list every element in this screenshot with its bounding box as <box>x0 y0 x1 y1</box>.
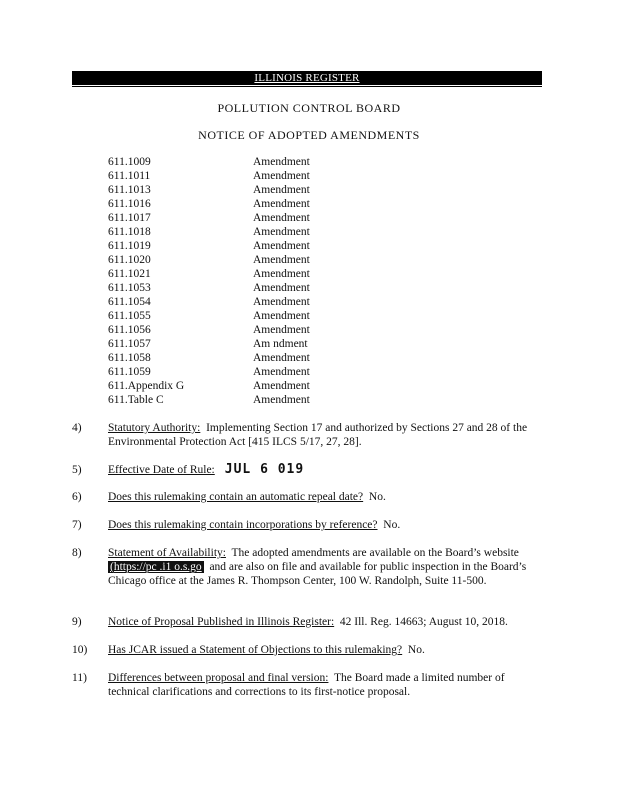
item-label: Notice of Proposal Published in Illinois Register: <box>108 616 335 628</box>
section-action: Amendment <box>253 352 310 364</box>
item-notice-of-proposal: 9) Notice of Proposal Published in Illinois Register: 42 Ill. Reg. 14663; August 10, 2018. <box>72 616 508 628</box>
item-label: Differences between proposal and final version: <box>108 672 329 684</box>
section-action: Amendment <box>253 310 310 322</box>
item-incorporations: 7) Does this rulemaking contain incorporations by reference? No. <box>72 519 401 531</box>
section-action: Amendment <box>253 282 310 294</box>
section-action: Amendment <box>253 394 310 406</box>
section-number: 611.1057 <box>108 338 151 350</box>
section-number: 611.1011 <box>108 170 151 182</box>
section-action: Amendment <box>253 198 310 210</box>
item-label: Statutory Authority: <box>108 422 201 434</box>
section-action: Amendment <box>253 226 310 238</box>
item-label: Does this rulemaking contain an automatic repeal date? <box>108 491 364 503</box>
section-action: Am ndment <box>253 338 308 350</box>
section-action: Amendment <box>253 324 310 336</box>
notice-title: NOTICE OF ADOPTED AMENDMENTS <box>198 128 420 142</box>
section-number: 611.1019 <box>108 240 151 252</box>
section-action: Amendment <box>253 212 310 224</box>
item-statutory-authority: 4) Statutory Authority: Implementing Section 17 and authorized by Sections 27 and 28 of the Environmental Protection Act [415 ILCS 5/17, 27, 28]. <box>72 422 528 448</box>
section-number: 611.1056 <box>108 324 151 336</box>
section-action: Amendment <box>253 380 310 392</box>
item-availability: 8) Statement of Availability: The adopted amendments are available on the Board’s website (https://pc .i1 o.s.go and are also on file and available for public inspection in the Board’s Chicago office at the James R. Thompson Center, 100 W. Randolph, Suite 11-500. <box>72 547 527 587</box>
item-label: Does this rulemaking contain incorporations by reference? <box>108 519 378 531</box>
date-stamp: JUL 6 019 <box>224 462 305 477</box>
section-number: 611.1053 <box>108 282 151 294</box>
website-link[interactable]: (https://pc .i1 o.s.go <box>110 561 202 573</box>
item-differences: 11) Differences between proposal and final version: The Board made a limited number of technical clarifications and corrections to its first-notice proposal. <box>72 672 505 698</box>
section-number: 611.1016 <box>108 198 151 210</box>
section-number: 611.1021 <box>108 268 151 280</box>
section-number: 611.1009 <box>108 156 151 168</box>
item-repeal-date: 6) Does this rulemaking contain an automatic repeal date? No. <box>72 491 386 503</box>
section-number: 611.Appendix G <box>108 380 185 392</box>
item-label: Statement of Availability: <box>108 547 226 559</box>
section-number: 611.1058 <box>108 352 151 364</box>
section-number: 611.Table C <box>108 394 164 406</box>
item-label: Has JCAR issued a Statement of Objections to this rulemaking? <box>108 644 403 656</box>
section-number: 611.1017 <box>108 212 151 224</box>
section-action: Amendment <box>253 268 310 280</box>
item-jcar-objections: 10) Has JCAR issued a Statement of Objections to this rulemaking? No. <box>72 644 425 656</box>
header-rule <box>72 86 542 87</box>
section-number: 611.1020 <box>108 254 151 266</box>
agency-title: POLLUTION CONTROL BOARD <box>217 101 401 115</box>
item-effective-date: 5) Effective Date of Rule: JUL 6 019 <box>72 462 305 477</box>
section-action: Amendment <box>253 254 310 266</box>
section-number: 611.1055 <box>108 310 151 322</box>
section-action: Amendment <box>253 296 310 308</box>
section-action: Amendment <box>253 366 310 378</box>
section-action: Amendment <box>253 184 310 196</box>
section-number: 611.1054 <box>108 296 151 308</box>
register-header-title: ILLINOIS REGISTER <box>254 72 360 84</box>
section-number: 611.1013 <box>108 184 151 196</box>
section-action: Amendment <box>253 240 310 252</box>
section-action: Amendment <box>253 156 310 168</box>
section-number: 611.1059 <box>108 366 151 378</box>
section-action: Amendment <box>253 170 310 182</box>
item-label: Effective Date of Rule: <box>108 464 215 476</box>
section-number: 611.1018 <box>108 226 151 238</box>
